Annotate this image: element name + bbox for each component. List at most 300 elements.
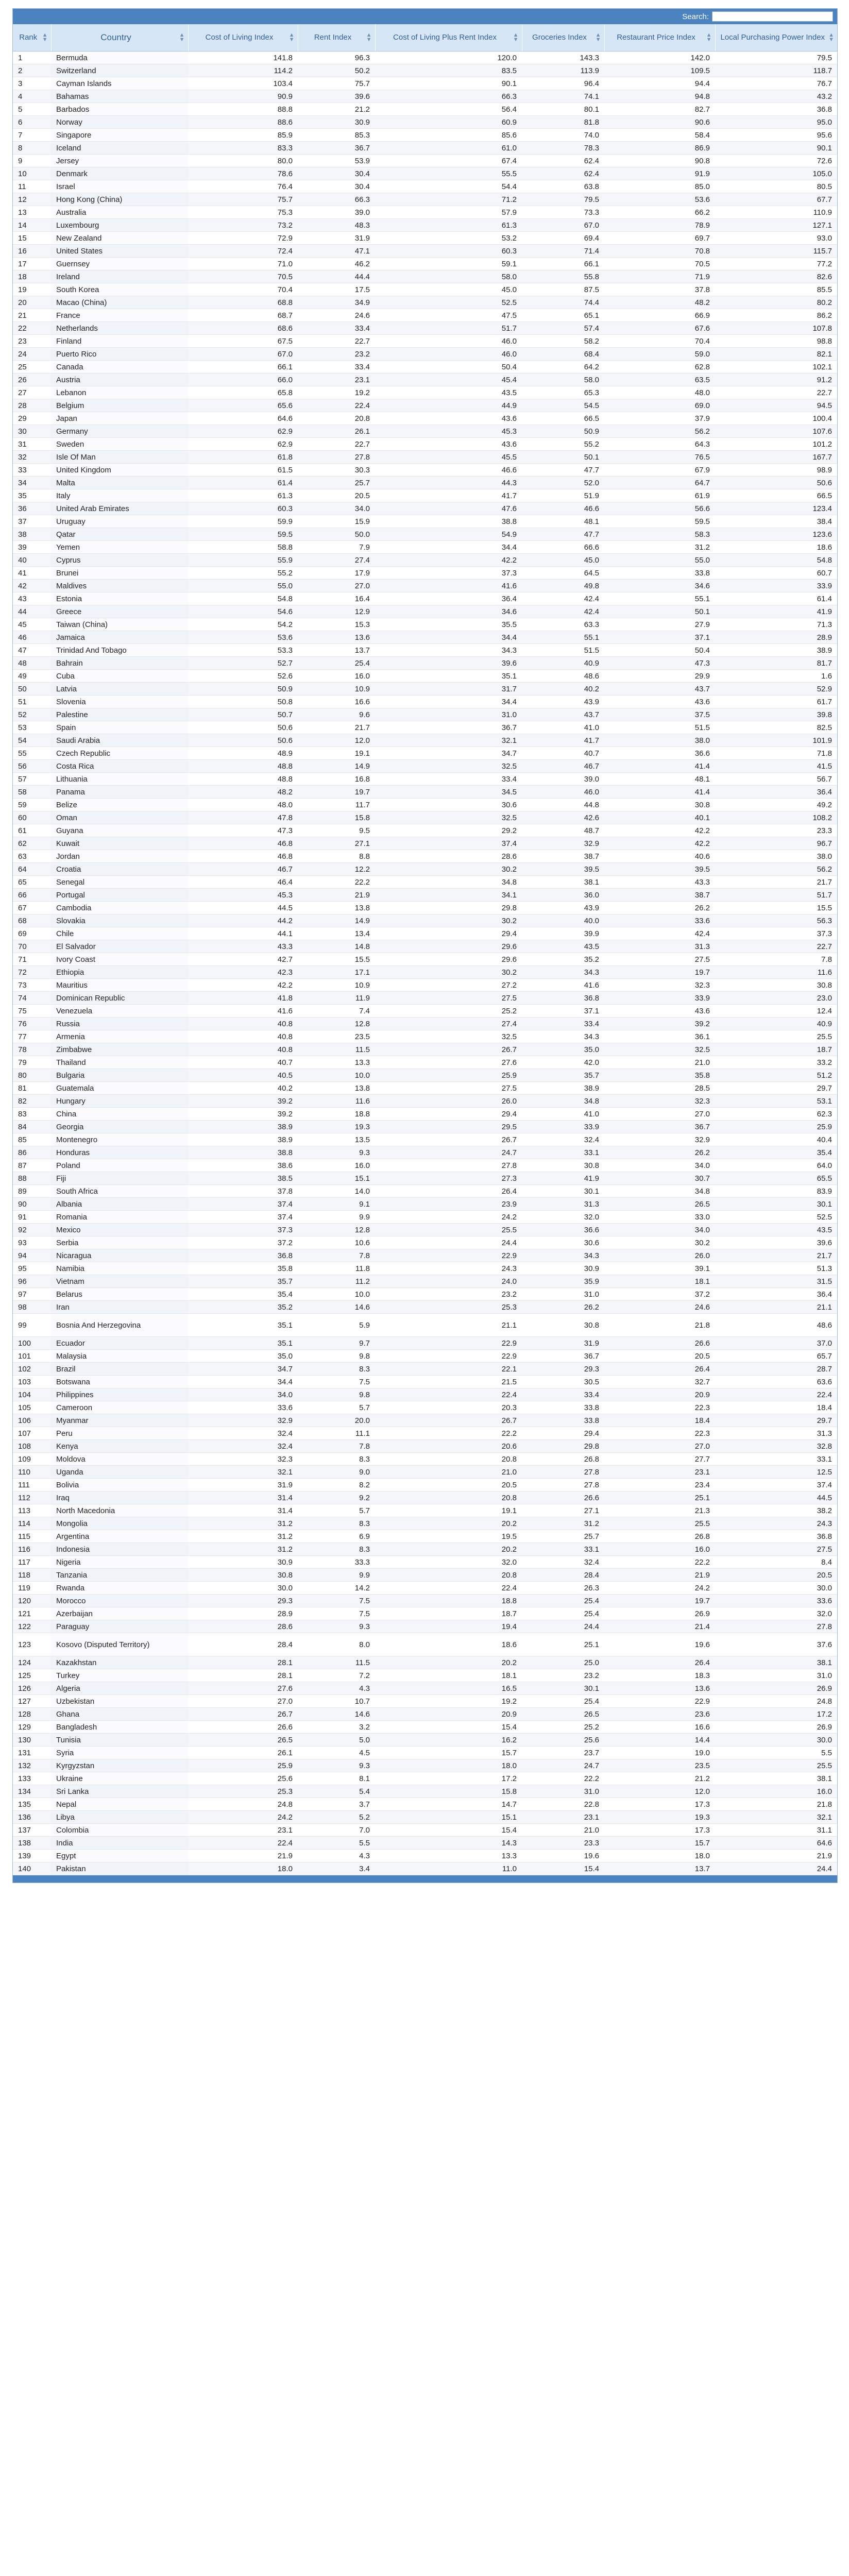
cell-restaurant-price-index: 30.7 — [604, 1172, 715, 1185]
cell-country: Malaysia — [51, 1350, 188, 1363]
cell-restaurant-price-index: 25.5 — [604, 1517, 715, 1530]
cell-local-purchasing-power-index: 36.4 — [715, 786, 837, 799]
cell-local-purchasing-power-index: 101.2 — [715, 438, 837, 451]
cell-rank: 1 — [13, 52, 51, 64]
cell-groceries-index: 22.2 — [522, 1772, 604, 1785]
cell-restaurant-price-index: 37.8 — [604, 283, 715, 296]
cell-rent-index: 8.3 — [298, 1517, 375, 1530]
cell-local-purchasing-power-index: 30.1 — [715, 1198, 837, 1211]
cell-cost-of-living-index: 50.9 — [188, 683, 298, 696]
cell-rank: 44 — [13, 605, 51, 618]
cell-groceries-index: 22.8 — [522, 1798, 604, 1811]
cell-rent-index: 22.7 — [298, 335, 375, 348]
cost-of-living-table-widget — [12, 8, 838, 1883]
cell-restaurant-price-index: 33.9 — [604, 992, 715, 1005]
cell-cost-of-living-index: 40.7 — [188, 1056, 298, 1069]
cell-restaurant-price-index: 24.6 — [604, 1301, 715, 1314]
cell-restaurant-price-index: 56.6 — [604, 502, 715, 515]
cell-restaurant-price-index: 55.0 — [604, 554, 715, 567]
cell-cost-of-living-plus-rent-index: 55.5 — [375, 167, 522, 180]
cell-restaurant-price-index: 24.2 — [604, 1582, 715, 1595]
cell-rent-index: 23.5 — [298, 1030, 375, 1043]
cell-rank: 7 — [13, 129, 51, 142]
sort-arrows-icon: ▲ ▼ — [179, 32, 185, 43]
table-row — [13, 309, 837, 322]
table-row — [13, 155, 837, 167]
cell-rent-index: 12.8 — [298, 1018, 375, 1030]
column-header-rent-index[interactable] — [298, 24, 375, 52]
sort-arrows-icon: ▲ ▼ — [42, 32, 48, 43]
table-row — [13, 52, 837, 64]
cell-rank: 54 — [13, 734, 51, 747]
cell-local-purchasing-power-index: 17.2 — [715, 1708, 837, 1721]
cell-rent-index: 7.4 — [298, 1005, 375, 1018]
cell-country: Canada — [51, 361, 188, 374]
cell-local-purchasing-power-index: 65.7 — [715, 1350, 837, 1363]
cell-local-purchasing-power-index: 1.6 — [715, 670, 837, 683]
cell-cost-of-living-index: 26.6 — [188, 1721, 298, 1734]
cell-restaurant-price-index: 39.5 — [604, 863, 715, 876]
cell-rank: 53 — [13, 721, 51, 734]
cell-restaurant-price-index: 13.6 — [604, 1682, 715, 1695]
cell-rank: 125 — [13, 1669, 51, 1682]
table-row — [13, 1427, 837, 1440]
table-row — [13, 1862, 837, 1875]
table-row — [13, 1133, 837, 1146]
cell-rank: 27 — [13, 386, 51, 399]
table-row — [13, 335, 837, 348]
cell-rent-index: 16.0 — [298, 1159, 375, 1172]
cell-cost-of-living-index: 25.6 — [188, 1772, 298, 1785]
cell-rank: 133 — [13, 1772, 51, 1785]
cell-rent-index: 53.9 — [298, 155, 375, 167]
cell-rank: 83 — [13, 1108, 51, 1121]
cell-cost-of-living-index: 40.8 — [188, 1043, 298, 1056]
cell-rent-index: 11.5 — [298, 1656, 375, 1669]
cell-rank: 24 — [13, 348, 51, 361]
cell-country: Honduras — [51, 1146, 188, 1159]
cell-country: Panama — [51, 786, 188, 799]
column-header-label: Cost of Living Index — [205, 33, 274, 42]
cell-cost-of-living-index: 75.7 — [188, 193, 298, 206]
cell-rent-index: 8.3 — [298, 1453, 375, 1466]
cell-restaurant-price-index: 27.0 — [604, 1108, 715, 1121]
cell-restaurant-price-index: 64.3 — [604, 438, 715, 451]
cell-country: Austria — [51, 374, 188, 386]
table-row — [13, 696, 837, 708]
cell-country: Uzbekistan — [51, 1695, 188, 1708]
cell-rent-index: 4.3 — [298, 1682, 375, 1695]
cell-cost-of-living-index: 46.4 — [188, 876, 298, 889]
cell-local-purchasing-power-index: 50.6 — [715, 477, 837, 489]
cell-cost-of-living-index: 30.0 — [188, 1582, 298, 1595]
cell-country: Argentina — [51, 1530, 188, 1543]
table-row — [13, 1492, 837, 1504]
cell-restaurant-price-index: 39.2 — [604, 1018, 715, 1030]
table-row — [13, 1798, 837, 1811]
cell-rent-index: 16.6 — [298, 696, 375, 708]
cell-local-purchasing-power-index: 21.9 — [715, 1850, 837, 1862]
cell-rank: 58 — [13, 786, 51, 799]
table-row — [13, 927, 837, 940]
cell-country: Nigeria — [51, 1556, 188, 1569]
cell-local-purchasing-power-index: 18.7 — [715, 1043, 837, 1056]
cell-country: Trinidad And Tobago — [51, 644, 188, 657]
cell-rent-index: 19.3 — [298, 1121, 375, 1133]
cell-rent-index: 27.0 — [298, 580, 375, 592]
cell-restaurant-price-index: 32.7 — [604, 1376, 715, 1388]
cell-rent-index: 9.7 — [298, 1337, 375, 1350]
cell-restaurant-price-index: 22.9 — [604, 1695, 715, 1708]
cell-cost-of-living-plus-rent-index: 26.7 — [375, 1133, 522, 1146]
cell-restaurant-price-index: 19.7 — [604, 966, 715, 979]
cell-country: Nepal — [51, 1798, 188, 1811]
table-row — [13, 1350, 837, 1363]
cell-country: Bosnia And Herzegovina — [51, 1314, 188, 1337]
cell-restaurant-price-index: 29.9 — [604, 670, 715, 683]
cell-local-purchasing-power-index: 28.7 — [715, 1363, 837, 1376]
cell-groceries-index: 33.9 — [522, 1121, 604, 1133]
cell-groceries-index: 55.1 — [522, 631, 604, 644]
table-row — [13, 966, 837, 979]
cell-rank: 10 — [13, 167, 51, 180]
cell-rent-index: 9.2 — [298, 1492, 375, 1504]
cell-local-purchasing-power-index: 51.7 — [715, 889, 837, 902]
cell-rent-index: 30.9 — [298, 116, 375, 129]
table-row — [13, 1069, 837, 1082]
cell-country: Cameroon — [51, 1401, 188, 1414]
cell-rent-index: 96.3 — [298, 52, 375, 64]
cell-cost-of-living-plus-rent-index: 43.5 — [375, 386, 522, 399]
cell-cost-of-living-index: 40.2 — [188, 1082, 298, 1095]
table-row — [13, 245, 837, 258]
cell-groceries-index: 35.9 — [522, 1275, 604, 1288]
cell-cost-of-living-index: 32.4 — [188, 1427, 298, 1440]
cell-rent-index: 39.6 — [298, 90, 375, 103]
column-header-cost-of-living-index[interactable] — [188, 24, 298, 52]
cell-cost-of-living-plus-rent-index: 15.8 — [375, 1785, 522, 1798]
cell-country: Guyana — [51, 824, 188, 837]
table-row — [13, 1440, 837, 1453]
cell-cost-of-living-index: 35.2 — [188, 1301, 298, 1314]
column-header-groceries-index[interactable] — [522, 24, 604, 52]
cell-rent-index: 14.2 — [298, 1582, 375, 1595]
cell-cost-of-living-index: 54.2 — [188, 618, 298, 631]
cell-local-purchasing-power-index: 64.0 — [715, 1159, 837, 1172]
cell-cost-of-living-plus-rent-index: 24.7 — [375, 1146, 522, 1159]
cell-restaurant-price-index: 31.3 — [604, 940, 715, 953]
cell-restaurant-price-index: 26.8 — [604, 1530, 715, 1543]
cell-local-purchasing-power-index: 32.8 — [715, 1440, 837, 1453]
cell-cost-of-living-index: 88.6 — [188, 116, 298, 129]
cell-restaurant-price-index: 70.5 — [604, 258, 715, 270]
cell-cost-of-living-plus-rent-index: 44.9 — [375, 399, 522, 412]
cell-groceries-index: 25.2 — [522, 1721, 604, 1734]
cell-country: Guernsey — [51, 258, 188, 270]
cell-country: Ireland — [51, 270, 188, 283]
cell-groceries-index: 36.6 — [522, 1224, 604, 1236]
cell-rank: 31 — [13, 438, 51, 451]
cell-rent-index: 33.4 — [298, 361, 375, 374]
cell-cost-of-living-plus-rent-index: 43.6 — [375, 412, 522, 425]
cell-restaurant-price-index: 23.6 — [604, 1708, 715, 1721]
cell-local-purchasing-power-index: 36.8 — [715, 1530, 837, 1543]
cell-cost-of-living-plus-rent-index: 23.2 — [375, 1288, 522, 1301]
cell-rent-index: 34.9 — [298, 296, 375, 309]
cell-cost-of-living-plus-rent-index: 37.3 — [375, 567, 522, 580]
cell-country: Egypt — [51, 1850, 188, 1862]
table-row — [13, 1030, 837, 1043]
cell-restaurant-price-index: 23.1 — [604, 1466, 715, 1479]
cell-country: Greece — [51, 605, 188, 618]
cell-rank: 105 — [13, 1401, 51, 1414]
cell-cost-of-living-plus-rent-index: 37.4 — [375, 837, 522, 850]
cell-cost-of-living-plus-rent-index: 16.5 — [375, 1682, 522, 1695]
table-row — [13, 1595, 837, 1607]
cell-rent-index: 14.8 — [298, 940, 375, 953]
cell-cost-of-living-plus-rent-index: 34.4 — [375, 541, 522, 554]
cell-groceries-index: 41.7 — [522, 734, 604, 747]
cell-local-purchasing-power-index: 23.0 — [715, 992, 837, 1005]
cell-rent-index: 8.1 — [298, 1772, 375, 1785]
search-input[interactable] — [712, 11, 833, 22]
cell-rank: 109 — [13, 1453, 51, 1466]
cell-local-purchasing-power-index: 71.8 — [715, 747, 837, 760]
cell-cost-of-living-index: 27.0 — [188, 1695, 298, 1708]
cell-rank: 119 — [13, 1582, 51, 1595]
cell-local-purchasing-power-index: 15.5 — [715, 902, 837, 914]
cell-rank: 57 — [13, 773, 51, 786]
cell-country: Norway — [51, 116, 188, 129]
cell-cost-of-living-index: 37.2 — [188, 1236, 298, 1249]
cell-rent-index: 21.2 — [298, 103, 375, 116]
cell-cost-of-living-index: 65.6 — [188, 399, 298, 412]
cell-rent-index: 8.8 — [298, 850, 375, 863]
cell-cost-of-living-index: 27.6 — [188, 1682, 298, 1695]
cell-restaurant-price-index: 59.5 — [604, 515, 715, 528]
cell-local-purchasing-power-index: 41.9 — [715, 605, 837, 618]
cell-local-purchasing-power-index: 110.9 — [715, 206, 837, 219]
table-row — [13, 1056, 837, 1069]
table-row — [13, 1108, 837, 1121]
table-row — [13, 876, 837, 889]
cell-country: El Salvador — [51, 940, 188, 953]
cell-country: Russia — [51, 1018, 188, 1030]
cell-restaurant-price-index: 20.9 — [604, 1388, 715, 1401]
column-header-country[interactable] — [51, 24, 188, 52]
cell-rank: 77 — [13, 1030, 51, 1043]
table-row — [13, 1620, 837, 1633]
cell-rank: 38 — [13, 528, 51, 541]
cell-country: Bahamas — [51, 90, 188, 103]
cell-restaurant-price-index: 26.2 — [604, 902, 715, 914]
cell-cost-of-living-index: 36.8 — [188, 1249, 298, 1262]
cell-local-purchasing-power-index: 123.4 — [715, 502, 837, 515]
column-header-local-purchasing-power-index[interactable] — [715, 24, 837, 52]
cell-rank: 94 — [13, 1249, 51, 1262]
cell-groceries-index: 43.5 — [522, 940, 604, 953]
cell-local-purchasing-power-index: 83.9 — [715, 1185, 837, 1198]
cell-groceries-index: 143.3 — [522, 52, 604, 64]
cell-cost-of-living-plus-rent-index: 20.2 — [375, 1517, 522, 1530]
cell-cost-of-living-plus-rent-index: 27.6 — [375, 1056, 522, 1069]
cell-cost-of-living-plus-rent-index: 15.4 — [375, 1824, 522, 1837]
cell-country: Croatia — [51, 863, 188, 876]
cell-rent-index: 12.2 — [298, 863, 375, 876]
cell-country: Belarus — [51, 1288, 188, 1301]
column-header-rank[interactable] — [13, 24, 51, 52]
cell-cost-of-living-index: 65.8 — [188, 386, 298, 399]
table-row — [13, 567, 837, 580]
cell-rank: 33 — [13, 464, 51, 477]
table-row — [13, 914, 837, 927]
cell-local-purchasing-power-index: 44.5 — [715, 1492, 837, 1504]
cell-local-purchasing-power-index: 32.0 — [715, 1607, 837, 1620]
cell-groceries-index: 35.2 — [522, 953, 604, 966]
cell-groceries-index: 34.3 — [522, 966, 604, 979]
cell-local-purchasing-power-index: 64.6 — [715, 1837, 837, 1850]
cell-cost-of-living-plus-rent-index: 15.7 — [375, 1747, 522, 1759]
cell-restaurant-price-index: 27.5 — [604, 953, 715, 966]
cell-groceries-index: 26.8 — [522, 1453, 604, 1466]
cell-rent-index: 12.0 — [298, 734, 375, 747]
table-row — [13, 1211, 837, 1224]
sort-arrows-icon: ▲ ▼ — [595, 32, 601, 43]
cell-local-purchasing-power-index: 101.9 — [715, 734, 837, 747]
table-row — [13, 206, 837, 219]
cell-groceries-index: 40.0 — [522, 914, 604, 927]
cell-country: Luxembourg — [51, 219, 188, 232]
column-header-label: Restaurant Price Index — [617, 33, 695, 42]
cell-cost-of-living-plus-rent-index: 36.7 — [375, 721, 522, 734]
cell-local-purchasing-power-index: 41.5 — [715, 760, 837, 773]
cell-restaurant-price-index: 26.2 — [604, 1146, 715, 1159]
cell-restaurant-price-index: 48.1 — [604, 773, 715, 786]
cell-cost-of-living-plus-rent-index: 29.5 — [375, 1121, 522, 1133]
cell-groceries-index: 42.4 — [522, 605, 604, 618]
cell-restaurant-price-index: 33.0 — [604, 1211, 715, 1224]
cell-cost-of-living-plus-rent-index: 20.2 — [375, 1543, 522, 1556]
cell-cost-of-living-index: 59.9 — [188, 515, 298, 528]
cell-cost-of-living-plus-rent-index: 50.4 — [375, 361, 522, 374]
cell-groceries-index: 26.2 — [522, 1301, 604, 1314]
cell-rank: 139 — [13, 1850, 51, 1862]
cell-rent-index: 39.0 — [298, 206, 375, 219]
cell-cost-of-living-index: 46.8 — [188, 837, 298, 850]
cell-rent-index: 13.6 — [298, 631, 375, 644]
cell-cost-of-living-plus-rent-index: 34.3 — [375, 644, 522, 657]
table-row — [13, 270, 837, 283]
cell-country: Sweden — [51, 438, 188, 451]
cell-cost-of-living-plus-rent-index: 51.7 — [375, 322, 522, 335]
cell-country: Poland — [51, 1159, 188, 1172]
cell-groceries-index: 30.1 — [522, 1185, 604, 1198]
table-row — [13, 1543, 837, 1556]
table-row — [13, 863, 837, 876]
column-header-restaurant-price-index[interactable] — [604, 24, 715, 52]
table-row — [13, 1772, 837, 1785]
table-row — [13, 1401, 837, 1414]
cell-country: Lithuania — [51, 773, 188, 786]
cell-cost-of-living-plus-rent-index: 46.0 — [375, 348, 522, 361]
cell-rent-index: 50.2 — [298, 64, 375, 77]
table-row — [13, 541, 837, 554]
cell-groceries-index: 35.0 — [522, 1043, 604, 1056]
column-header-cost-of-living-plus-rent-index[interactable] — [375, 24, 522, 52]
cell-cost-of-living-index: 61.5 — [188, 464, 298, 477]
cell-rank: 22 — [13, 322, 51, 335]
cell-rent-index: 19.2 — [298, 386, 375, 399]
cell-country: Jersey — [51, 155, 188, 167]
column-header-label: Local Purchasing Power Index — [720, 33, 825, 42]
table-toolbar — [13, 9, 837, 24]
cell-local-purchasing-power-index: 123.6 — [715, 528, 837, 541]
table-row — [13, 1314, 837, 1337]
cell-rank: 112 — [13, 1492, 51, 1504]
cell-rank: 79 — [13, 1056, 51, 1069]
cell-groceries-index: 26.5 — [522, 1708, 604, 1721]
cell-rank: 67 — [13, 902, 51, 914]
table-row — [13, 618, 837, 631]
cell-local-purchasing-power-index: 5.5 — [715, 1747, 837, 1759]
cell-rank: 46 — [13, 631, 51, 644]
cell-cost-of-living-index: 48.2 — [188, 786, 298, 799]
cell-cost-of-living-plus-rent-index: 30.6 — [375, 799, 522, 811]
cell-local-purchasing-power-index: 33.6 — [715, 1595, 837, 1607]
cell-rent-index: 7.8 — [298, 1249, 375, 1262]
cell-local-purchasing-power-index: 81.7 — [715, 657, 837, 670]
cell-country: Spain — [51, 721, 188, 734]
cell-restaurant-price-index: 66.9 — [604, 309, 715, 322]
cell-country: Jamaica — [51, 631, 188, 644]
cell-rank: 114 — [13, 1517, 51, 1530]
cell-country: United States — [51, 245, 188, 258]
cell-rent-index: 7.2 — [298, 1669, 375, 1682]
cell-groceries-index: 30.8 — [522, 1314, 604, 1337]
cell-local-purchasing-power-index: 31.5 — [715, 1275, 837, 1288]
cell-restaurant-price-index: 43.3 — [604, 876, 715, 889]
cell-cost-of-living-plus-rent-index: 34.8 — [375, 876, 522, 889]
cell-groceries-index: 25.7 — [522, 1530, 604, 1543]
cell-restaurant-price-index: 85.0 — [604, 180, 715, 193]
cell-cost-of-living-plus-rent-index: 58.0 — [375, 270, 522, 283]
cell-rank: 111 — [13, 1479, 51, 1492]
cell-rent-index: 10.6 — [298, 1236, 375, 1249]
cell-restaurant-price-index: 41.4 — [604, 760, 715, 773]
cell-cost-of-living-plus-rent-index: 29.4 — [375, 927, 522, 940]
cell-cost-of-living-index: 32.3 — [188, 1453, 298, 1466]
table-row — [13, 1018, 837, 1030]
cell-restaurant-price-index: 109.5 — [604, 64, 715, 77]
cell-country: Mauritius — [51, 979, 188, 992]
table-row — [13, 786, 837, 799]
cell-rent-index: 12.9 — [298, 605, 375, 618]
cell-cost-of-living-index: 66.1 — [188, 361, 298, 374]
cell-rent-index: 19.7 — [298, 786, 375, 799]
cell-rent-index: 13.8 — [298, 1082, 375, 1095]
table-row — [13, 940, 837, 953]
table-row — [13, 283, 837, 296]
cell-country: Yemen — [51, 541, 188, 554]
cell-rank: 88 — [13, 1172, 51, 1185]
cell-groceries-index: 24.7 — [522, 1759, 604, 1772]
cell-cost-of-living-index: 31.2 — [188, 1543, 298, 1556]
cell-cost-of-living-index: 54.8 — [188, 592, 298, 605]
cell-local-purchasing-power-index: 33.1 — [715, 1453, 837, 1466]
cell-groceries-index: 33.1 — [522, 1146, 604, 1159]
cell-cost-of-living-plus-rent-index: 13.3 — [375, 1850, 522, 1862]
cell-cost-of-living-index: 46.7 — [188, 863, 298, 876]
